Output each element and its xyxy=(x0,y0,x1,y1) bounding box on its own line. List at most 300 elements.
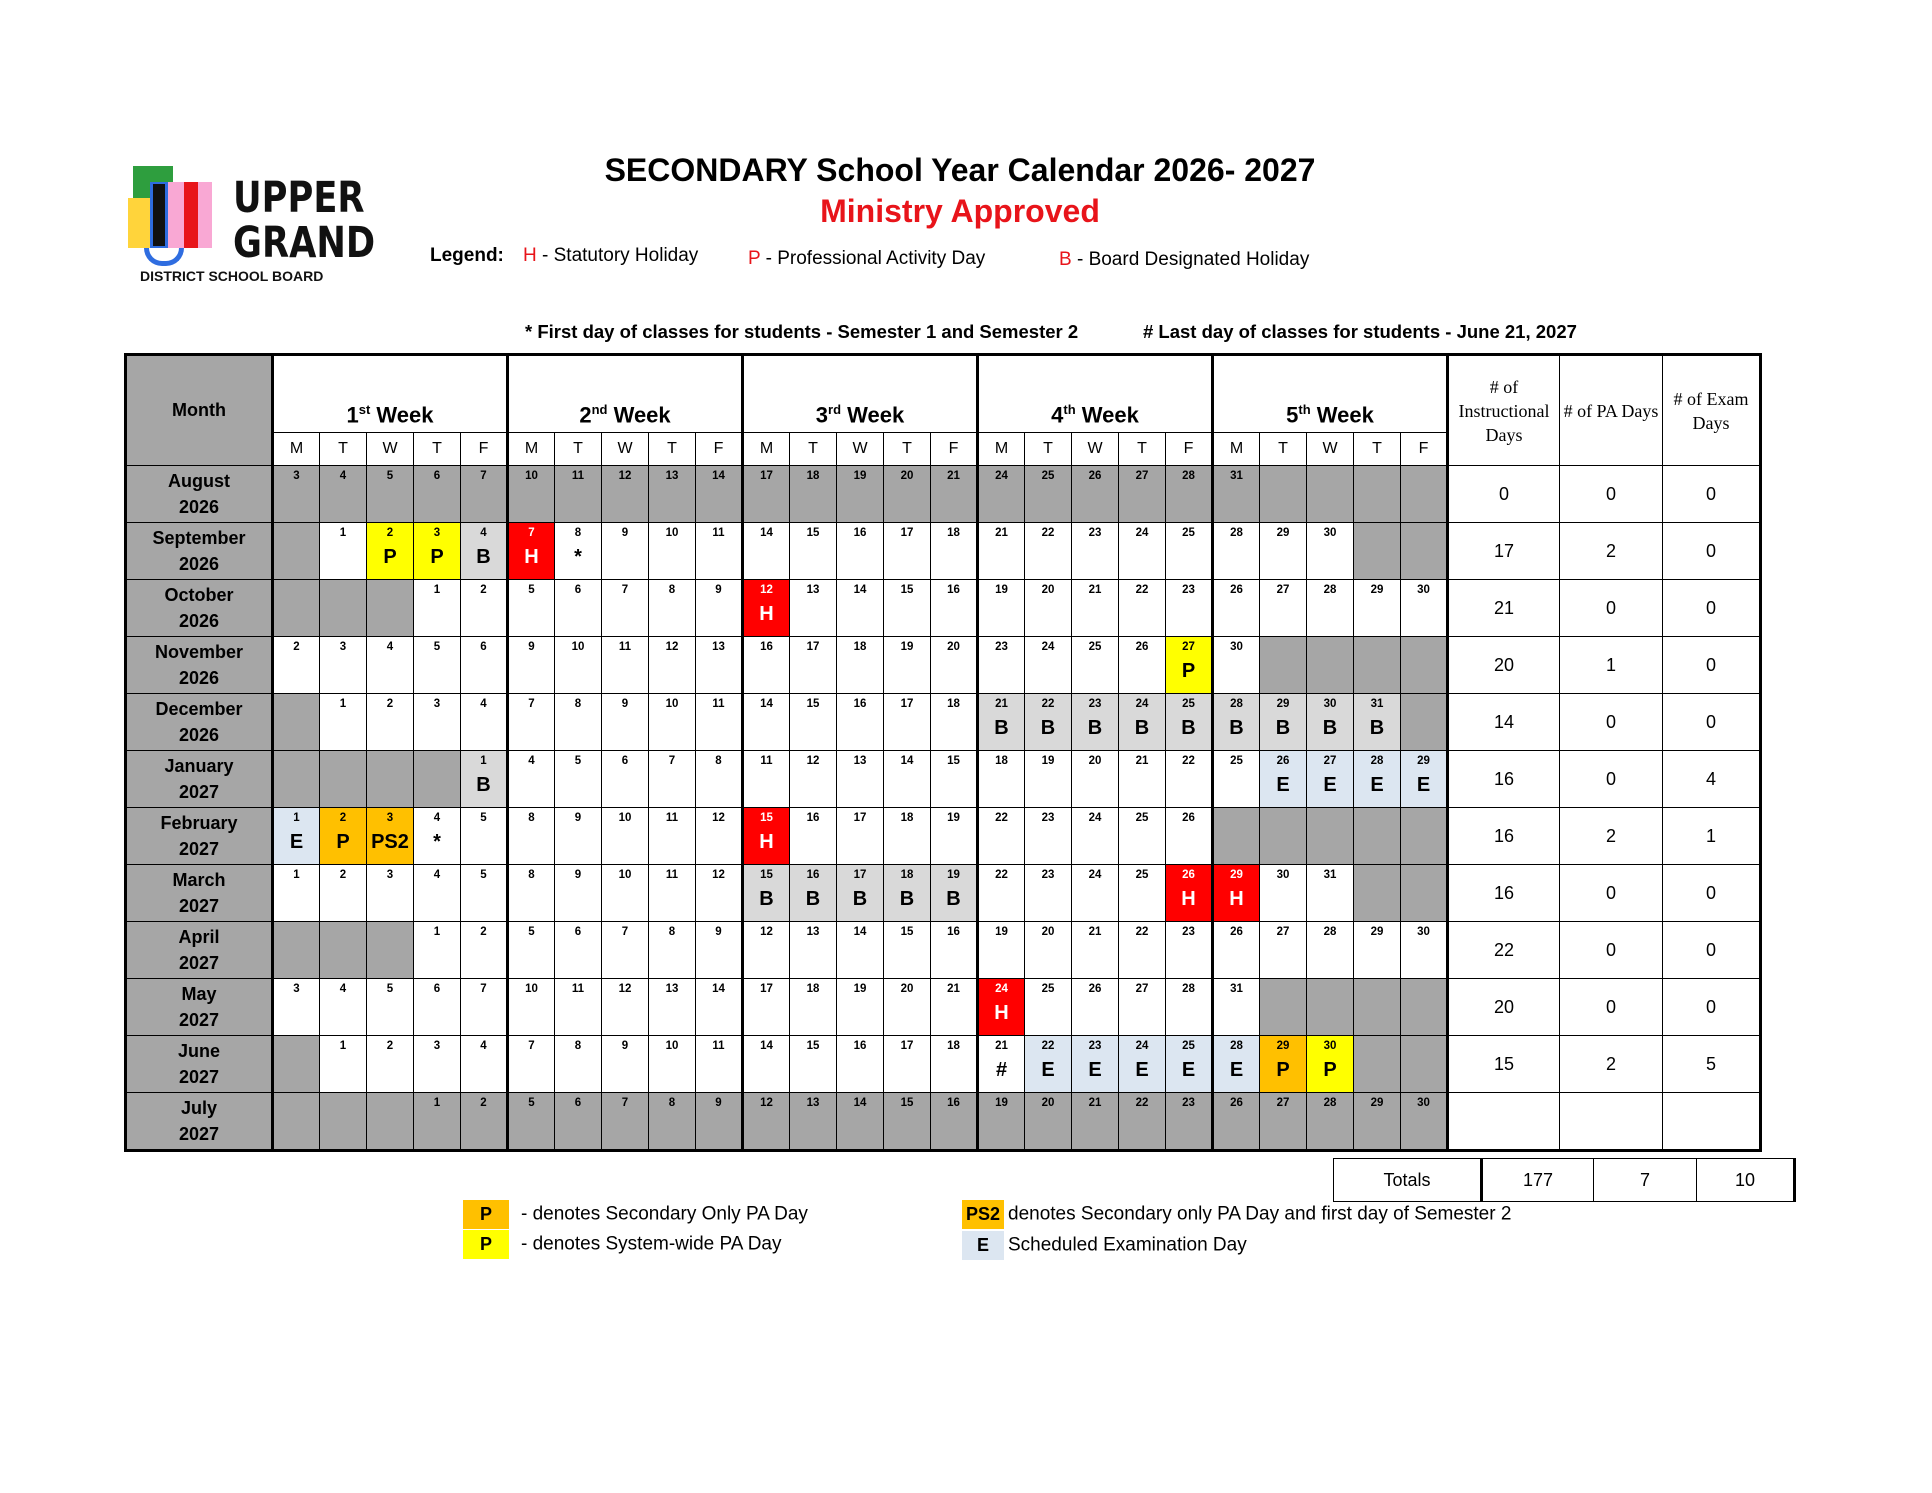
day-number: 2 xyxy=(339,869,347,881)
day-number: 11 xyxy=(665,869,679,881)
day-number: 21 xyxy=(995,1040,1008,1052)
day-number: 8 xyxy=(715,755,722,767)
day-number: 16 xyxy=(806,869,820,881)
day-number: 7 xyxy=(480,983,487,995)
day-cell xyxy=(273,865,320,922)
month-label xyxy=(126,865,273,922)
legend-item-pa xyxy=(748,248,985,270)
month-name: January xyxy=(164,756,234,776)
day-number: 25 xyxy=(1041,470,1055,482)
day-cell xyxy=(743,1036,790,1093)
weekday-header: W xyxy=(1072,433,1119,466)
day-cell xyxy=(1072,1036,1119,1093)
day-number: 23 xyxy=(1182,1097,1195,1109)
day-cell xyxy=(696,979,743,1036)
month-name: March xyxy=(172,870,226,890)
day-cell xyxy=(555,1036,602,1093)
day-number: 28 xyxy=(1323,926,1337,938)
day-cell xyxy=(1119,637,1166,694)
day-code: E xyxy=(1416,774,1431,796)
day-cell xyxy=(273,523,320,580)
day-number: 25 xyxy=(1041,983,1055,995)
legend-item-statutory xyxy=(523,245,698,267)
day-number: 28 xyxy=(1230,527,1243,539)
month-year: 2027 xyxy=(178,953,220,973)
month-row xyxy=(126,1093,1761,1151)
week-header: 3rd Week xyxy=(743,355,978,433)
day-cell xyxy=(1401,1093,1448,1151)
day-cell xyxy=(1401,694,1448,751)
day-cell xyxy=(696,1036,743,1093)
day-number: 15 xyxy=(806,698,820,710)
month-label xyxy=(126,694,273,751)
key-ps2 xyxy=(962,1200,1511,1229)
day-number: 1 xyxy=(480,755,487,767)
day-cell xyxy=(649,466,696,523)
day-number: 5 xyxy=(386,983,394,995)
key-text: - denotes Secondary Only PA Day xyxy=(521,1203,808,1225)
day-number: 10 xyxy=(665,527,679,539)
day-code: * xyxy=(433,831,441,853)
day-number: 9 xyxy=(715,1097,722,1109)
day-cell xyxy=(508,637,555,694)
day-cell xyxy=(1401,580,1448,637)
day-code: B xyxy=(1181,717,1196,739)
day-cell xyxy=(1401,751,1448,808)
day-cell xyxy=(1354,1093,1401,1151)
day-number: 30 xyxy=(1230,641,1243,653)
day-number: 18 xyxy=(995,755,1008,767)
pa-days-header: # of PA Days xyxy=(1560,355,1663,466)
instructional-days-value: 16 xyxy=(1448,865,1560,922)
day-number: 22 xyxy=(1182,755,1195,767)
totals-label: Totals xyxy=(1334,1159,1482,1202)
pa-days-value xyxy=(1560,1093,1663,1151)
month-label xyxy=(126,808,273,865)
day-number: 1 xyxy=(433,926,441,938)
day-number: 11 xyxy=(760,755,773,767)
day-number: 2 xyxy=(480,1097,487,1109)
day-number: 27 xyxy=(1182,641,1195,653)
exam-days-value: 0 xyxy=(1663,580,1761,637)
day-cell xyxy=(931,637,978,694)
month-label xyxy=(126,580,273,637)
day-cell xyxy=(273,466,320,523)
day-number: 7 xyxy=(621,1097,629,1109)
day-cell xyxy=(837,922,884,979)
month-row xyxy=(126,922,1761,979)
day-number: 23 xyxy=(1182,584,1195,596)
day-cell xyxy=(1354,808,1401,865)
day-number: 19 xyxy=(995,584,1008,596)
day-cell xyxy=(649,751,696,808)
day-cell xyxy=(1072,694,1119,751)
instructional-days-header: # of Instructional Days xyxy=(1448,355,1560,466)
day-number: 13 xyxy=(806,584,820,596)
day-cell xyxy=(649,580,696,637)
day-number: 22 xyxy=(1041,1040,1055,1052)
day-cell xyxy=(461,865,508,922)
day-cell xyxy=(320,1093,367,1151)
day-cell xyxy=(461,637,508,694)
day-number: 24 xyxy=(995,470,1008,482)
day-cell xyxy=(1166,580,1213,637)
day-number: 17 xyxy=(853,869,867,881)
day-number: 12 xyxy=(806,755,820,767)
key-box: E xyxy=(962,1231,1004,1260)
month-row xyxy=(126,580,1761,637)
logo-word-grand: GRAND xyxy=(233,218,376,268)
day-cell xyxy=(508,979,555,1036)
day-cell xyxy=(931,580,978,637)
day-code: H xyxy=(524,546,539,568)
day-number: 31 xyxy=(1370,698,1384,710)
day-number: 29 xyxy=(1370,584,1384,596)
month-year: 2027 xyxy=(178,1124,220,1144)
day-cell xyxy=(743,922,790,979)
day-number: 17 xyxy=(900,698,914,710)
day-number: 25 xyxy=(1088,641,1102,653)
exam-days-value: 0 xyxy=(1663,637,1761,694)
day-cell xyxy=(1119,466,1166,523)
day-number: 1 xyxy=(339,527,347,539)
day-cell xyxy=(1166,865,1213,922)
day-cell xyxy=(414,1036,461,1093)
day-cell xyxy=(790,808,837,865)
day-cell xyxy=(790,694,837,751)
day-cell xyxy=(1213,523,1260,580)
day-cell xyxy=(273,580,320,637)
day-cell xyxy=(273,637,320,694)
day-number: 1 xyxy=(293,869,300,881)
day-cell xyxy=(884,466,931,523)
day-cell xyxy=(1260,637,1307,694)
day-cell xyxy=(367,865,414,922)
day-number: 21 xyxy=(995,698,1008,710)
day-number: 10 xyxy=(618,812,632,824)
day-cell xyxy=(1025,637,1072,694)
day-number: 24 xyxy=(1135,527,1149,539)
day-cell xyxy=(1025,694,1072,751)
day-number: 25 xyxy=(1230,755,1243,767)
day-cell xyxy=(696,808,743,865)
day-number: 6 xyxy=(574,584,582,596)
day-cell xyxy=(978,865,1025,922)
totals-table xyxy=(1333,1158,1796,1202)
day-cell xyxy=(1025,466,1072,523)
day-number: 17 xyxy=(760,983,773,995)
day-code: * xyxy=(574,546,582,568)
day-code: B xyxy=(899,888,915,910)
day-cell xyxy=(273,922,320,979)
weekday-header: M xyxy=(508,433,555,466)
day-cell xyxy=(790,922,837,979)
day-number: 7 xyxy=(621,926,629,938)
pa-days-value: 1 xyxy=(1560,637,1663,694)
month-year: 2027 xyxy=(178,782,220,802)
day-number: 6 xyxy=(433,470,441,482)
day-number: 9 xyxy=(621,527,629,539)
day-cell xyxy=(555,637,602,694)
day-cell xyxy=(367,751,414,808)
day-cell xyxy=(884,979,931,1036)
day-cell xyxy=(978,808,1025,865)
day-number: 13 xyxy=(806,1097,820,1109)
day-cell xyxy=(367,979,414,1036)
pa-days-value: 2 xyxy=(1560,808,1663,865)
day-number: 26 xyxy=(1230,926,1243,938)
day-code: H xyxy=(759,831,774,853)
day-number: 8 xyxy=(574,698,582,710)
pa-days-value: 0 xyxy=(1560,694,1663,751)
day-cell xyxy=(1354,1036,1401,1093)
day-cell xyxy=(1119,922,1166,979)
day-cell xyxy=(743,637,790,694)
day-number: 21 xyxy=(1135,755,1149,767)
legend-text: - Board Designated Holiday xyxy=(1071,249,1310,270)
day-cell xyxy=(461,523,508,580)
day-cell xyxy=(837,523,884,580)
instructional-days-value: 14 xyxy=(1448,694,1560,751)
day-cell xyxy=(461,808,508,865)
day-number: 27 xyxy=(1276,584,1290,596)
weekday-header: M xyxy=(743,433,790,466)
day-number: 12 xyxy=(712,869,725,881)
day-cell xyxy=(367,523,414,580)
day-cell xyxy=(1025,751,1072,808)
day-number: 25 xyxy=(1182,698,1195,710)
day-number: 28 xyxy=(1370,755,1384,767)
legend-item-board xyxy=(1059,249,1309,271)
day-number: 22 xyxy=(995,869,1008,881)
day-number: 20 xyxy=(1088,755,1102,767)
day-number: 11 xyxy=(665,812,679,824)
day-cell xyxy=(508,466,555,523)
instructional-days-value: 20 xyxy=(1448,979,1560,1036)
day-cell xyxy=(320,751,367,808)
month-row xyxy=(126,808,1761,865)
day-cell xyxy=(884,694,931,751)
day-cell xyxy=(320,694,367,751)
week-header: 4th Week xyxy=(978,355,1213,433)
day-cell xyxy=(1260,865,1307,922)
day-cell xyxy=(602,694,649,751)
day-cell xyxy=(1401,523,1448,580)
day-cell xyxy=(1072,979,1119,1036)
day-cell xyxy=(837,637,884,694)
day-number: 4 xyxy=(480,1040,487,1052)
page-subtitle: Ministry Approved xyxy=(820,193,1100,229)
day-cell xyxy=(1025,865,1072,922)
day-number: 24 xyxy=(995,983,1008,995)
day-number: 4 xyxy=(480,527,487,539)
day-cell xyxy=(884,637,931,694)
day-number: 14 xyxy=(853,926,867,938)
note-last-day: # Last day of classes for students - June 21, 2027 xyxy=(1143,321,1577,342)
day-number: 29 xyxy=(1230,869,1243,881)
day-number: 4 xyxy=(339,983,347,995)
exam-days-value: 0 xyxy=(1663,865,1761,922)
day-code: B xyxy=(1229,717,1244,739)
month-row xyxy=(126,751,1761,808)
legend-text: - Statutory Holiday xyxy=(536,245,699,266)
day-cell xyxy=(1072,751,1119,808)
weekday-header: W xyxy=(602,433,649,466)
key-system-pa xyxy=(463,1230,781,1259)
month-row xyxy=(126,466,1761,523)
day-number: 1 xyxy=(339,698,347,710)
weekday-header: T xyxy=(555,433,602,466)
day-number: 14 xyxy=(853,1097,867,1109)
day-cell xyxy=(367,580,414,637)
day-cell xyxy=(1166,751,1213,808)
day-cell xyxy=(1260,580,1307,637)
weekday-header: T xyxy=(790,433,837,466)
key-text: Scheduled Examination Day xyxy=(1008,1234,1247,1256)
day-cell xyxy=(978,1036,1025,1093)
day-number: 23 xyxy=(1088,698,1102,710)
day-cell xyxy=(1166,466,1213,523)
day-cell xyxy=(837,979,884,1036)
day-number: 18 xyxy=(806,470,820,482)
day-cell xyxy=(790,979,837,1036)
day-number: 17 xyxy=(760,470,773,482)
day-number: 15 xyxy=(900,926,914,938)
day-cell xyxy=(743,523,790,580)
month-year: 2026 xyxy=(178,611,220,631)
day-cell xyxy=(696,580,743,637)
day-code: E xyxy=(289,831,304,853)
day-cell xyxy=(837,865,884,922)
day-cell xyxy=(696,637,743,694)
month-name: November xyxy=(154,642,244,662)
exam-days-header: # of Exam Days xyxy=(1663,355,1761,466)
day-number: 6 xyxy=(574,1097,582,1109)
day-cell xyxy=(555,466,602,523)
day-number: 16 xyxy=(947,1097,960,1109)
day-number: 19 xyxy=(900,641,914,653)
key-exam xyxy=(962,1231,1247,1260)
day-cell xyxy=(367,1036,414,1093)
day-number: 4 xyxy=(339,470,347,482)
day-code: P xyxy=(336,831,350,853)
day-number: 9 xyxy=(574,869,582,881)
day-code: B xyxy=(476,546,491,568)
day-cell xyxy=(555,808,602,865)
weekday-header: T xyxy=(884,433,931,466)
day-cell xyxy=(1213,1036,1260,1093)
day-number: 9 xyxy=(715,584,722,596)
day-cell xyxy=(837,808,884,865)
day-number: 28 xyxy=(1323,584,1337,596)
day-number: 24 xyxy=(1041,641,1055,653)
day-cell xyxy=(1166,922,1213,979)
day-number: 10 xyxy=(665,1040,679,1052)
weekday-header: T xyxy=(320,433,367,466)
day-cell xyxy=(1307,751,1354,808)
day-cell xyxy=(649,865,696,922)
key-secondary-pa xyxy=(463,1200,808,1229)
weekday-header: F xyxy=(931,433,978,466)
day-number: 30 xyxy=(1323,698,1337,710)
day-cell xyxy=(1119,808,1166,865)
day-number: 13 xyxy=(712,641,725,653)
day-cell xyxy=(602,922,649,979)
day-number: 19 xyxy=(995,926,1008,938)
day-number: 3 xyxy=(433,527,441,539)
day-number: 30 xyxy=(1417,926,1430,938)
day-number: 22 xyxy=(995,812,1008,824)
day-cell xyxy=(931,751,978,808)
day-cell xyxy=(743,751,790,808)
weekday-header: T xyxy=(1260,433,1307,466)
day-number: 16 xyxy=(760,641,773,653)
day-cell xyxy=(1307,580,1354,637)
key-text: denotes Secondary only PA Day and first day of Semester 2 xyxy=(1008,1203,1512,1225)
day-cell xyxy=(1072,466,1119,523)
day-code: B xyxy=(1275,717,1291,739)
day-cell xyxy=(1213,1093,1260,1151)
day-number: 27 xyxy=(1323,755,1337,767)
day-cell xyxy=(1166,637,1213,694)
day-cell xyxy=(1072,865,1119,922)
month-year: 2026 xyxy=(178,725,220,745)
month-label xyxy=(126,751,273,808)
weekday-header: T xyxy=(1119,433,1166,466)
week-header: 2nd Week xyxy=(508,355,743,433)
day-number: 19 xyxy=(995,1097,1008,1109)
day-cell xyxy=(320,865,367,922)
day-number: 3 xyxy=(293,470,300,482)
day-number: 19 xyxy=(947,869,960,881)
day-cell xyxy=(1213,694,1260,751)
day-number: 12 xyxy=(760,1097,773,1109)
weekday-header: W xyxy=(367,433,414,466)
legend-code: B xyxy=(1059,249,1072,270)
day-cell xyxy=(1213,865,1260,922)
day-cell xyxy=(602,808,649,865)
day-code: B xyxy=(1040,717,1056,739)
day-number: 4 xyxy=(528,755,535,767)
day-number: 25 xyxy=(1135,869,1149,881)
exam-days-value: 0 xyxy=(1663,922,1761,979)
day-number: 18 xyxy=(947,698,960,710)
day-cell xyxy=(837,580,884,637)
day-number: 7 xyxy=(480,470,487,482)
day-cell xyxy=(1307,922,1354,979)
legend-text: - Professional Activity Day xyxy=(760,248,986,269)
day-cell xyxy=(1166,1036,1213,1093)
exam-days-value: 0 xyxy=(1663,523,1761,580)
day-number: 28 xyxy=(1230,1040,1243,1052)
day-cell xyxy=(743,694,790,751)
day-number: 5 xyxy=(480,812,487,824)
day-cell xyxy=(743,979,790,1036)
day-cell xyxy=(790,751,837,808)
day-number: 7 xyxy=(528,527,535,539)
day-cell xyxy=(414,979,461,1036)
day-number: 16 xyxy=(853,698,867,710)
day-cell xyxy=(461,1093,508,1151)
day-cell xyxy=(837,1093,884,1151)
month-row xyxy=(126,523,1761,580)
day-number: 14 xyxy=(712,470,725,482)
day-cell xyxy=(1260,466,1307,523)
day-number: 16 xyxy=(947,584,960,596)
weekday-header: T xyxy=(649,433,696,466)
day-cell xyxy=(649,523,696,580)
instructional-days-value xyxy=(1448,1093,1560,1151)
